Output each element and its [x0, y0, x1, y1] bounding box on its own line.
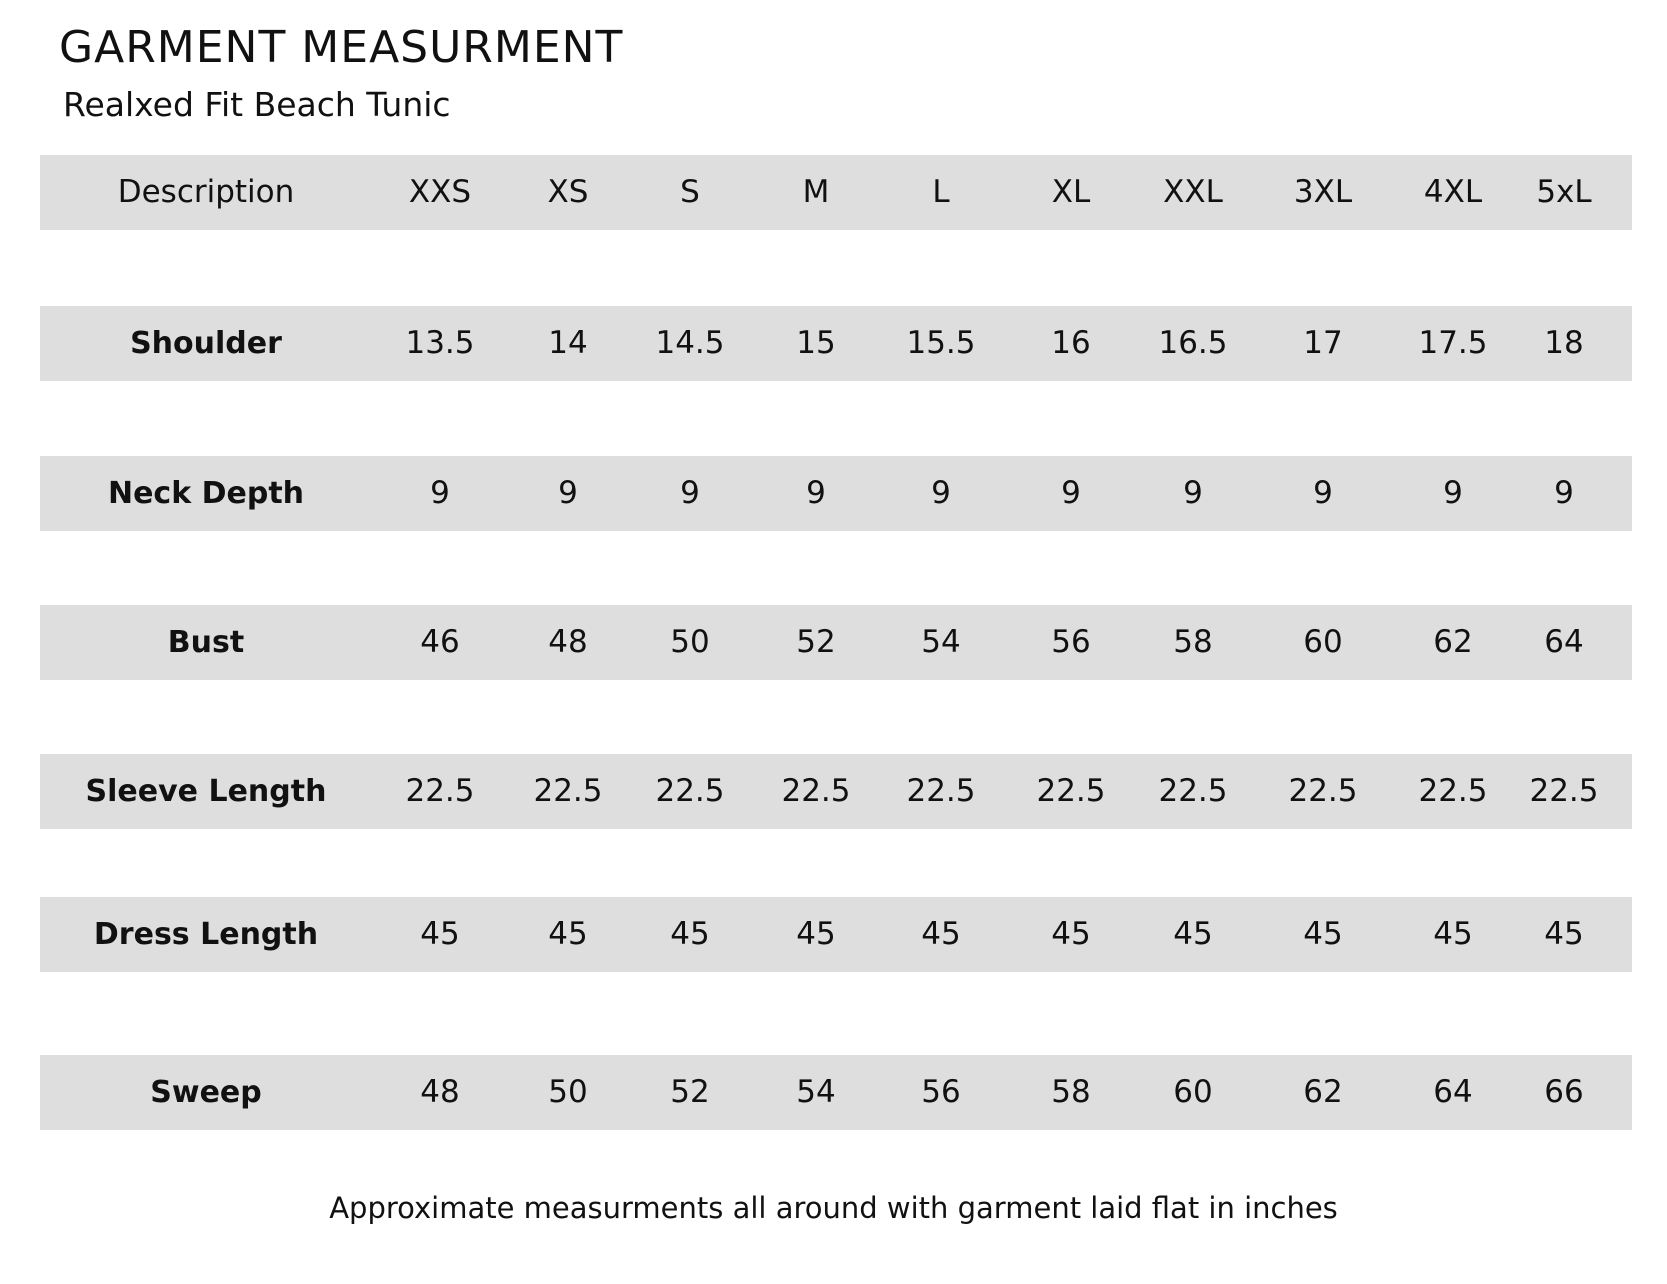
table-cell: 60	[1303, 624, 1343, 660]
table-cell: 9	[1313, 475, 1333, 511]
table-cell: 17	[1303, 325, 1343, 361]
table-cell: 9	[430, 475, 450, 511]
table-cell: 22.5	[1529, 773, 1599, 809]
row-label: Neck Depth	[107, 476, 305, 511]
header-size: 5xL	[1536, 174, 1592, 210]
table-row-shoulder	[40, 306, 1632, 381]
table-cell: 54	[796, 1074, 836, 1110]
table-cell: 56	[921, 1074, 961, 1110]
table-cell: 62	[1303, 1074, 1343, 1110]
table-cell: 22.5	[1288, 773, 1358, 809]
row-label: Sweep	[150, 1075, 262, 1110]
row-label: Bust	[167, 625, 245, 660]
table-cell: 9	[1061, 475, 1081, 511]
table-cell: 45	[1433, 916, 1473, 952]
header-size: XXS	[408, 174, 472, 210]
table-cell: 52	[670, 1074, 710, 1110]
table-cell: 9	[1443, 475, 1463, 511]
table-cell: 22.5	[533, 773, 603, 809]
table-cell: 45	[1303, 916, 1343, 952]
table-cell: 45	[921, 916, 961, 952]
table-row-sweep	[40, 1055, 1632, 1130]
table-cell: 45	[1544, 916, 1584, 952]
header-size: XS	[547, 174, 589, 210]
table-cell: 45	[420, 916, 460, 952]
header-size: 4XL	[1423, 174, 1483, 210]
table-cell: 22.5	[906, 773, 976, 809]
table-cell: 22.5	[405, 773, 475, 809]
row-label: Shoulder	[130, 326, 282, 361]
table-cell: 9	[931, 475, 951, 511]
header-description: Description	[117, 174, 295, 210]
header-size: L	[932, 174, 950, 210]
table-row-bust	[40, 605, 1632, 680]
table-cell: 22.5	[781, 773, 851, 809]
table-cell: 58	[1173, 624, 1213, 660]
table-cell: 52	[796, 624, 836, 660]
table-cell: 66	[1544, 1074, 1584, 1110]
table-cell: 64	[1433, 1074, 1473, 1110]
table-cell: 48	[420, 1074, 460, 1110]
header-size: XL	[1051, 174, 1091, 210]
row-label: Dress Length	[93, 917, 319, 952]
table-cell: 22.5	[655, 773, 725, 809]
table-cell: 64	[1544, 624, 1584, 660]
row-label: Sleeve Length	[85, 774, 327, 809]
header-size: 3XL	[1293, 174, 1353, 210]
table-cell: 45	[1173, 916, 1213, 952]
table-cell: 45	[796, 916, 836, 952]
table-cell: 60	[1173, 1074, 1213, 1110]
table-cell: 9	[680, 475, 700, 511]
header-size: XXL	[1163, 174, 1223, 210]
table-header-row	[40, 155, 1632, 230]
table-cell: 15	[796, 325, 836, 361]
table-cell: 50	[548, 1074, 588, 1110]
table-cell: 22.5	[1036, 773, 1106, 809]
table-cell: 17.5	[1418, 325, 1488, 361]
table-cell: 46	[420, 624, 460, 660]
table-cell: 50	[670, 624, 710, 660]
table-cell: 9	[806, 475, 826, 511]
header-size: S	[680, 174, 700, 210]
table-cell: 14	[548, 325, 588, 361]
table-cell: 9	[1554, 475, 1574, 511]
table-cell: 15.5	[906, 325, 976, 361]
table-row-dress-length	[40, 897, 1632, 972]
table-cell: 45	[1051, 916, 1091, 952]
table-cell: 48	[548, 624, 588, 660]
table-cell: 9	[558, 475, 578, 511]
header-size: M	[802, 174, 830, 210]
product-subtitle: Realxed Fit Beach Tunic	[63, 85, 451, 124]
table-cell: 45	[548, 916, 588, 952]
table-row-neck-depth	[40, 456, 1632, 531]
page-title: GARMENT MEASURMENT	[59, 22, 624, 73]
measurement-footnote: Approximate measurments all around with garment laid flat in inches	[329, 1191, 1338, 1225]
table-cell: 56	[1051, 624, 1091, 660]
table-cell: 13.5	[405, 325, 475, 361]
table-cell: 9	[1183, 475, 1203, 511]
table-cell: 22.5	[1418, 773, 1488, 809]
table-cell: 22.5	[1158, 773, 1228, 809]
table-cell: 45	[670, 916, 710, 952]
table-cell: 62	[1433, 624, 1473, 660]
table-row-sleeve-length	[40, 754, 1632, 829]
table-cell: 18	[1544, 325, 1584, 361]
table-cell: 58	[1051, 1074, 1091, 1110]
table-cell: 16	[1051, 325, 1091, 361]
table-cell: 16.5	[1158, 325, 1228, 361]
table-cell: 14.5	[655, 325, 725, 361]
table-cell: 54	[921, 624, 961, 660]
